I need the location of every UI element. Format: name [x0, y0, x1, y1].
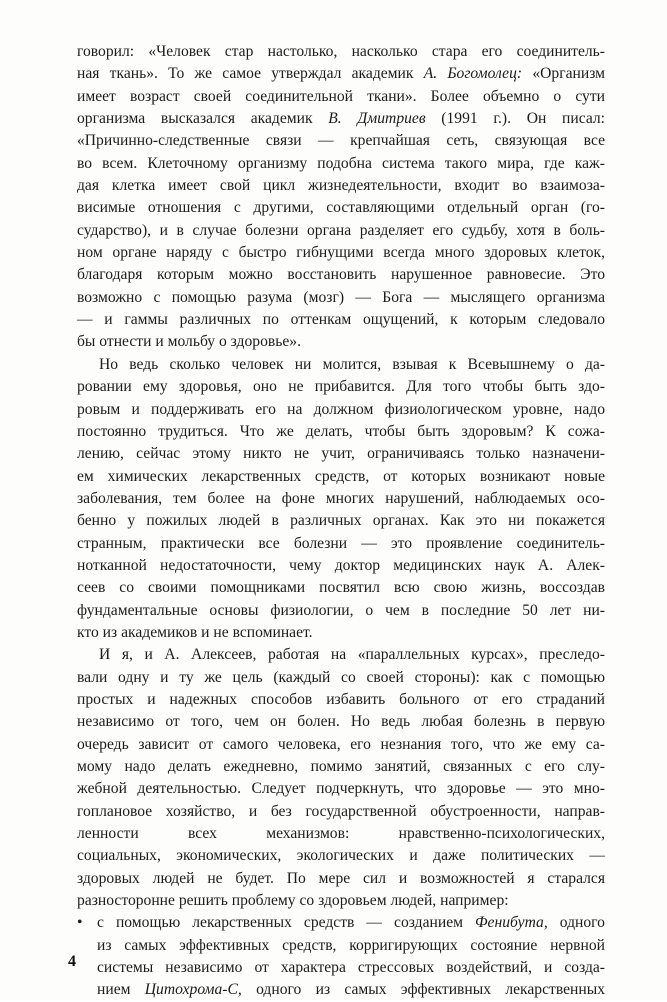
body-text: [77, 41, 605, 1002]
text-line: фундаментальные основы физиологии, о чем в последние 50 лет ни-: [77, 601, 605, 619]
text-line: висимые отношения с другими, составляющими отдельный орган (го-: [77, 199, 605, 217]
text-line: с помощью лекарственных средств — созданием Фенибута, одного: [97, 914, 605, 932]
text-line: из самых эффективных средств, корригирующих состояние нервной: [97, 936, 605, 954]
text-line: мому надо делать ежедневно, помимо занятий, связанных с его слу-: [77, 758, 605, 775]
text-line: вали одну и ту же цель (каждый со своей стороны): как с помощью: [77, 668, 605, 686]
text-line: сударство), и в случае болезни органа разделяет его судьбу, хотя в боль-: [77, 221, 605, 239]
text-line: имеет возраст своей соединительной ткани». Более объемно о сути: [77, 87, 605, 105]
text-line: возможно с помощью разума (мозг) — Бога — мыслящего организма: [77, 288, 605, 306]
text-line: системы независимо от характера стрессовых воздействий, и созда-: [97, 959, 605, 977]
text-line: постоянно трудиться. Что же делать, чтобы быть здоровым? К сожа-: [77, 422, 605, 440]
text-line: ем химических лекарственных средств, от которых возникают новые: [77, 467, 605, 485]
text-line: — и гаммы различных по оттенкам ощущений, к которым следовало: [77, 311, 605, 329]
text-line: во всем. Клеточному организму подобна система такого мира, где каж-: [77, 154, 605, 172]
text-line: благодаря которым можно восстановить нарушенное равновесие. Это: [77, 266, 605, 284]
text-line: простых и надежных способов избавить больного от его страданий: [77, 690, 605, 708]
text-line: очередь зависит от самого человека, его незнания того, что же ему са-: [77, 735, 605, 753]
text-line: Но ведь сколько человек ни молится, взывая к Всевышнему о да-: [99, 355, 605, 373]
text-line: ровании ему здоровья, оно не прибавится. Для того чтобы быть здо-: [77, 378, 605, 396]
text-line: сеев со своими помощниками посвятил всю свою жизнь, воссоздав: [77, 579, 605, 597]
text-line: разносторонне решить проблему со здоровьем людей, например:: [77, 892, 509, 910]
text-line: ном органе наряду с быстро гибнущими всегда много здоровых клеток,: [77, 244, 605, 262]
text-line: бенно у пожилых людей в различных органах. Как это ни покажется: [77, 512, 605, 530]
text-line: «Причинно-следственные связи — крепчайшая сеть, связующая все: [77, 132, 605, 150]
text-line: нотканной недостаточности, чему доктор медицинских наук А. Алек-: [77, 556, 605, 574]
text-line: социальных, экономических, экологических и даже политических —: [77, 847, 605, 865]
text-line: говорил: «Человек стар настолько, насколько стара его соединитель-: [77, 43, 605, 60]
text-line: здоровых людей не будет. По мере сил и возможностей я старался: [77, 869, 605, 887]
text-line: дая клетка имеет свой цикл жизнедеятельности, входит во взаимоза-: [77, 177, 605, 195]
text-line: организма высказался академик В. Дмитриев (1991 г.). Он писал:: [77, 110, 605, 128]
bullet-icon: •: [77, 914, 83, 932]
text-line: ная ткань». То же самое утверждал академик А. Богомолец: «Организм: [77, 65, 606, 83]
text-line: ровым и поддерживать его на должном физиологическом уровне, надо: [77, 400, 605, 418]
text-line: лению, сейчас этому никто не учит, ограничиваясь только назначени-: [77, 445, 605, 463]
text-line: кто из академиков и не вспоминает.: [77, 623, 313, 641]
text-line: бы отнести и мольбу о здоровье».: [77, 333, 301, 351]
text-line: независимо от того, чем он болен. Но ведь любая болезнь в первую: [77, 713, 605, 731]
text-line: И я, и А. Алексеев, работая на «параллельных курсах», преследо-: [99, 646, 605, 664]
page-number: 4: [68, 953, 76, 970]
text-line: жебной деятельностью. Следует подчеркнуть, что здоровье — это мно-: [77, 780, 605, 798]
text-line: гоплановое хозяйство, и без государственной обустроенности, направ-: [77, 802, 605, 820]
text-line: заболевания, тем более на фоне многих нарушений, наблюдаемых осо-: [77, 489, 605, 507]
text-line: странным, практически все болезни — это проявление соединитель-: [77, 534, 605, 552]
text-line: нием Цитохрома-С, одного из самых эффективных лекарственных: [97, 981, 605, 999]
bullet-list-item: [77, 912, 605, 934]
text-line: ленности всех механизмов: нравственно-психологических,: [77, 825, 605, 843]
